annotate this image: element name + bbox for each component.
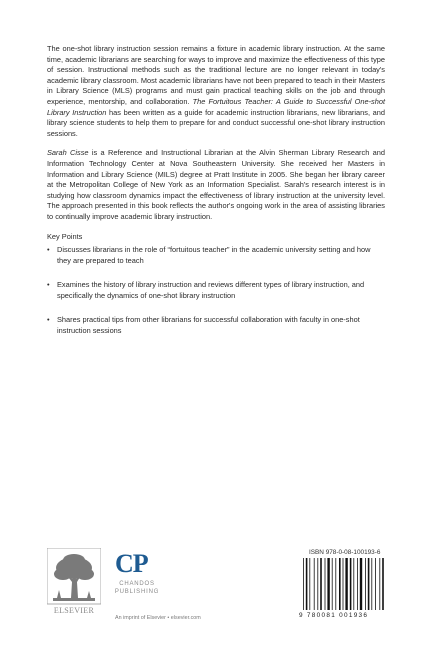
chandos-publishing-label [113,580,161,596]
bullet-icon: • [47,245,50,255]
elsevier-label: ELSEVIER [53,606,95,615]
description-block [47,44,385,351]
publisher-footer [47,548,387,628]
key-points-heading: Key Points [47,231,83,241]
chandos-cp-logo: CP [115,549,148,578]
chandos-line-1: CHANDOS [119,581,155,587]
elsevier-tree-logo-icon [47,548,101,612]
barcode-icon [302,558,386,610]
bullet-icon: • [47,315,50,325]
author-paragraph [47,148,385,222]
key-point-text: Discusses librarians in the role of “fortuitous teacher” in the academic university setting and how they are prepared to teach [57,245,371,265]
description-paragraph [47,44,385,139]
isbn-label: ISBN 978-0-08-100193-6 [309,549,381,556]
key-point-item [47,280,385,301]
key-point-text: Shares practical tips from other librarians for successful collaboration with faculty in one-shot instruction sessions [57,315,360,336]
bullet-icon: • [47,280,50,290]
chandos-line-2: PUBLISHING [114,589,160,595]
key-points-list [47,245,385,337]
key-point-item [47,245,385,266]
imprint-text: An imprint of Elsevier • elsevier.com [115,615,201,621]
key-point-item [47,315,385,336]
author-bio: is a Reference and Instructional Librarian at the Alvin Sherman Library Research and Information Technology Center at Nova Southeastern University. She received her Masters in Information and Library Science (MILS) degree at Pratt Institute in 2005. She began her library career at the Metropolitan College of New York as an Information Specialist. Sarah's research interest is in studying how classroom dynamics impact the effectiveness of library instruction at the university level. The approach presented in this book reflects the author's ongoing work in the area of assisting libraries to continually improve academic library instruction. [47,148,385,221]
author-name: Sarah Cisse [47,148,89,158]
book-title-italic: The Fortuitous Teacher: A Guide to Successful One-shot Library Instruction [47,96,386,117]
description-text: The one-shot library instruction session remains a fixture in academic library instruction. At the same time, academic librarians are searching for ways to improve and maximize the effectiveness of this type of session. Instructional methods such as the traditional lecture are no longer relevant in today's academic library classroom. Most academic librarians have not been prepared to teach in their Masters in Library Science (MLS) programs and must gain practical teaching skills on the job and through experience, mentorship, and collaboration. [47,44,385,106]
key-point-text: Examines the history of library instruction and reviews different types of library instruction, and specifically the dynamics of one-shot library instruction [57,280,365,300]
description-text-continued: has been written as a guide for academic instruction librarians, new librarians, and library science students to help them to prepare for and conduct successful one-shot library instruction sessions. [47,107,385,138]
barcode-number: 9 780081 001936 [299,612,369,619]
